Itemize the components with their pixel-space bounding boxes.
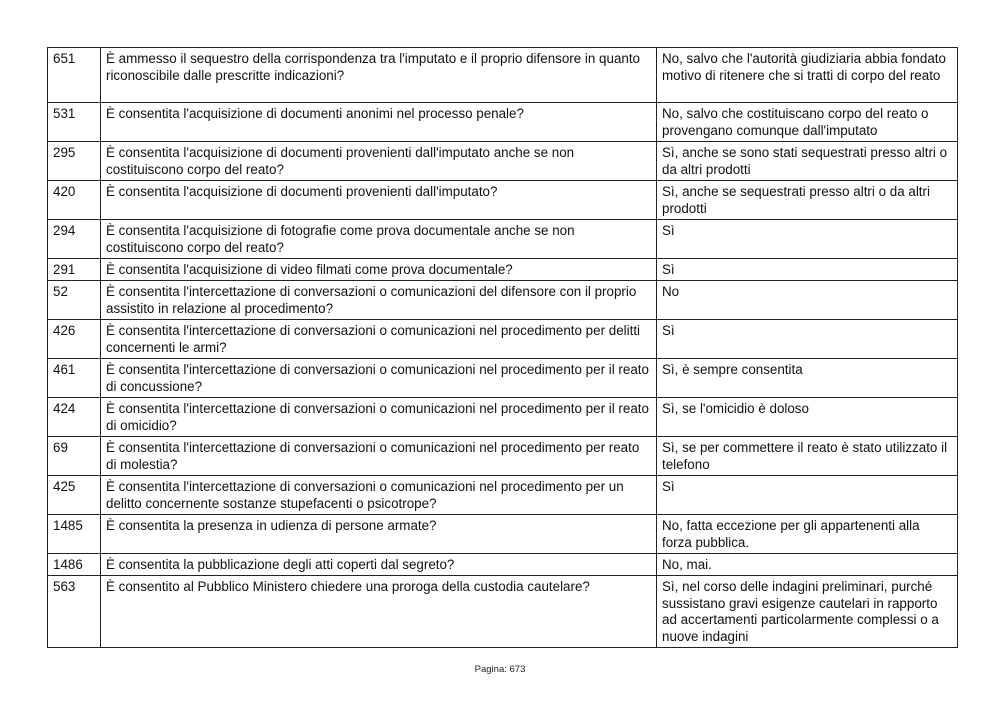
answer-text: Sì, nel corso delle indagini preliminari, purché sussistano gravi esigenze cautelari in rapporto ad accertamenti particolarmente complessi o a nuove indagini	[657, 576, 958, 648]
table-row	[48, 259, 958, 281]
question-id: 425	[48, 476, 101, 515]
question-id: 291	[48, 259, 101, 281]
question-id: 294	[48, 220, 101, 259]
table-row	[48, 476, 958, 515]
answer-text: No, salvo che l'autorità giudiziaria abbia fondato motivo di ritenere che si tratti di corpo del reato	[657, 48, 958, 103]
question-id: 1486	[48, 554, 101, 576]
table-row	[48, 281, 958, 320]
question-id: 295	[48, 142, 101, 181]
question-text: È consentita la presenza in udienza di persone armate?	[101, 515, 657, 554]
table-row	[48, 103, 958, 142]
answer-text: Sì, anche se sequestrati presso altri o da altri prodotti	[657, 181, 958, 220]
question-id: 651	[48, 48, 101, 103]
question-id: 69	[48, 437, 101, 476]
question-id: 426	[48, 320, 101, 359]
questions-table	[47, 47, 958, 648]
question-text: È consentita l'intercettazione di conversazioni o comunicazioni del difensore con il proprio assistito in relazione al procedimento?	[101, 281, 657, 320]
table-row	[48, 576, 958, 648]
answer-text: Sì, è sempre consentita	[657, 359, 958, 398]
table-row	[48, 142, 958, 181]
table-row	[48, 515, 958, 554]
answer-text: No	[657, 281, 958, 320]
table-row	[48, 181, 958, 220]
table-row	[48, 359, 958, 398]
table-row	[48, 48, 958, 103]
answer-text: Sì, se per commettere il reato è stato utilizzato il telefono	[657, 437, 958, 476]
table-row	[48, 220, 958, 259]
question-text: È consentita l'intercettazione di conversazioni o comunicazioni nel procedimento per delitti concernenti le armi?	[101, 320, 657, 359]
answer-text: Sì	[657, 220, 958, 259]
question-id: 420	[48, 181, 101, 220]
answer-text: No, fatta eccezione per gli appartenenti alla forza pubblica.	[657, 515, 958, 554]
answer-text: No, mai.	[657, 554, 958, 576]
question-text: È consentita l'intercettazione di conversazioni o comunicazioni nel procedimento per il reato di omicidio?	[101, 398, 657, 437]
question-id: 1485	[48, 515, 101, 554]
table-row	[48, 320, 958, 359]
answer-text: Sì	[657, 320, 958, 359]
question-text: È consentita l'intercettazione di conversazioni o comunicazioni nel procedimento per il reato di concussione?	[101, 359, 657, 398]
question-text: È consentita l'acquisizione di video filmati come prova documentale?	[101, 259, 657, 281]
answer-text: Sì	[657, 259, 958, 281]
question-id: 52	[48, 281, 101, 320]
page-number: Pagina: 673	[474, 664, 526, 675]
question-id: 461	[48, 359, 101, 398]
table-row	[48, 554, 958, 576]
question-text: È ammesso il sequestro della corrispondenza tra l'imputato e il proprio difensore in quanto riconoscibile dalle prescritte indicazioni?	[101, 48, 657, 103]
table-row	[48, 398, 958, 437]
answer-text: Sì, anche se sono stati sequestrati presso altri o da altri prodotti	[657, 142, 958, 181]
table-row	[48, 437, 958, 476]
answer-text: No, salvo che costituiscano corpo del reato o provengano comunque dall'imputato	[657, 103, 958, 142]
question-text: È consentita l'intercettazione di conversazioni o comunicazioni nel procedimento per reato di molestia?	[101, 437, 657, 476]
question-text: È consentita l'acquisizione di documenti anonimi nel processo penale?	[101, 103, 657, 142]
question-id: 563	[48, 576, 101, 648]
question-id: 424	[48, 398, 101, 437]
question-text: È consentito al Pubblico Ministero chiedere una proroga della custodia cautelare?	[101, 576, 657, 648]
question-text: È consentita l'acquisizione di fotografie come prova documentale anche se non costituiscono corpo del reato?	[101, 220, 657, 259]
question-text: È consentita l'acquisizione di documenti provenienti dall'imputato?	[101, 181, 657, 220]
answer-text: Sì, se l'omicidio è doloso	[657, 398, 958, 437]
question-text: È consentita l'acquisizione di documenti provenienti dall'imputato anche se non costituiscono corpo del reato?	[101, 142, 657, 181]
question-text: È consentita l'intercettazione di conversazioni o comunicazioni nel procedimento per un delitto concernente sostanze stupefacenti o psicotrope?	[101, 476, 657, 515]
question-text: È consentita la pubblicazione degli atti coperti dal segreto?	[101, 554, 657, 576]
answer-text: Sì	[657, 476, 958, 515]
question-id: 531	[48, 103, 101, 142]
